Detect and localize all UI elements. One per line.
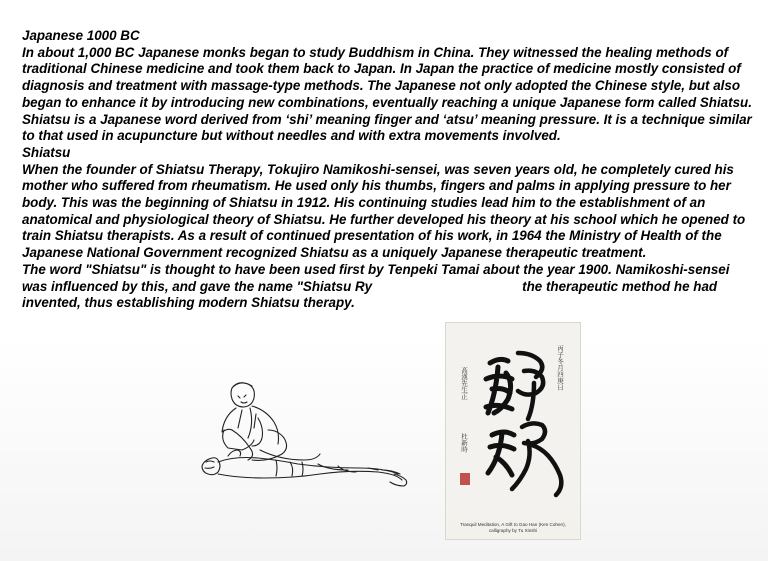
calligraphy-inscription-right: 丙子冬月四庚日 bbox=[556, 345, 564, 391]
paragraph-word-origin-end: the therapeutic method he had invented, thus establishing modern Shiatsu therapy. bbox=[22, 278, 718, 311]
massage-illustration bbox=[198, 378, 412, 494]
article-text bbox=[22, 28, 752, 312]
calligraphy-main-text: 静觀 bbox=[446, 323, 448, 324]
paragraph-word-origin bbox=[22, 262, 752, 312]
calligraphy-seal bbox=[460, 473, 470, 485]
caption-line-1: Tranquil Meditation, A Gift to Gao Han (Ken Cohen), bbox=[460, 522, 566, 527]
heading-shiatsu: Shiatsu bbox=[22, 144, 71, 160]
calligraphy-inscription-left: 高漢先生正 bbox=[460, 367, 468, 400]
paragraph-founder: When the founder of Shiatsu Therapy, Tokujiro Namikoshi-sensei, was seven years old, he completely cured his mother who suffered from rheumatism. He used only his thumbs, fingers and palms in applying pressure to her body. This was the beginning of Shiatsu in 1912. His continuing studies lead him to the establishment of an anatomical and physiological theory of Shiatsu. He further developed his theory at his school which he opened to train Shiatsu therapists. As a result of continued presentation of his work, in 1964 the Ministry of Health of the Japanese National Government recognized Shiatsu as a uniquely Japanese therapeutic treatment. bbox=[22, 161, 746, 261]
image-caption bbox=[446, 522, 580, 534]
calligraphy-image bbox=[445, 322, 581, 540]
calligraphy-signature: 杜新時 bbox=[460, 433, 468, 453]
calligraphy-artwork bbox=[446, 323, 580, 519]
caption-line-2: calligraphy by Tu Xinshi bbox=[488, 528, 538, 533]
heading-japanese-1000-bc: Japanese 1000 BC bbox=[22, 28, 140, 43]
paragraph-history: In about 1,000 BC Japanese monks began to study Buddhism in China. They witnessed the healing methods of traditional Chinese medicine and took them back to Japan. In Japan the practice of medicine mostly consisted of diagnosis and treatment with massage-type methods. The Japanese not only adopted the Chinese style, but also began to enhance it by introducing new combinations, eventually reaching a unique Japanese form called Shiatsu. Shiatsu is a Japanese word derived from ‘shi’ meaning finger and ‘atsu’ meaning pressure. It is a technique similar to that used in acupuncture but without needles and with extra movements involved. bbox=[22, 44, 752, 144]
paragraph-word-origin-start: The word "Shiatsu" is thought to have been used first by Tenpeki Tamai about the year 1900. Namikoshi-sensei was influenced by this, and gave the name "Shiatsu Ry bbox=[22, 261, 730, 294]
